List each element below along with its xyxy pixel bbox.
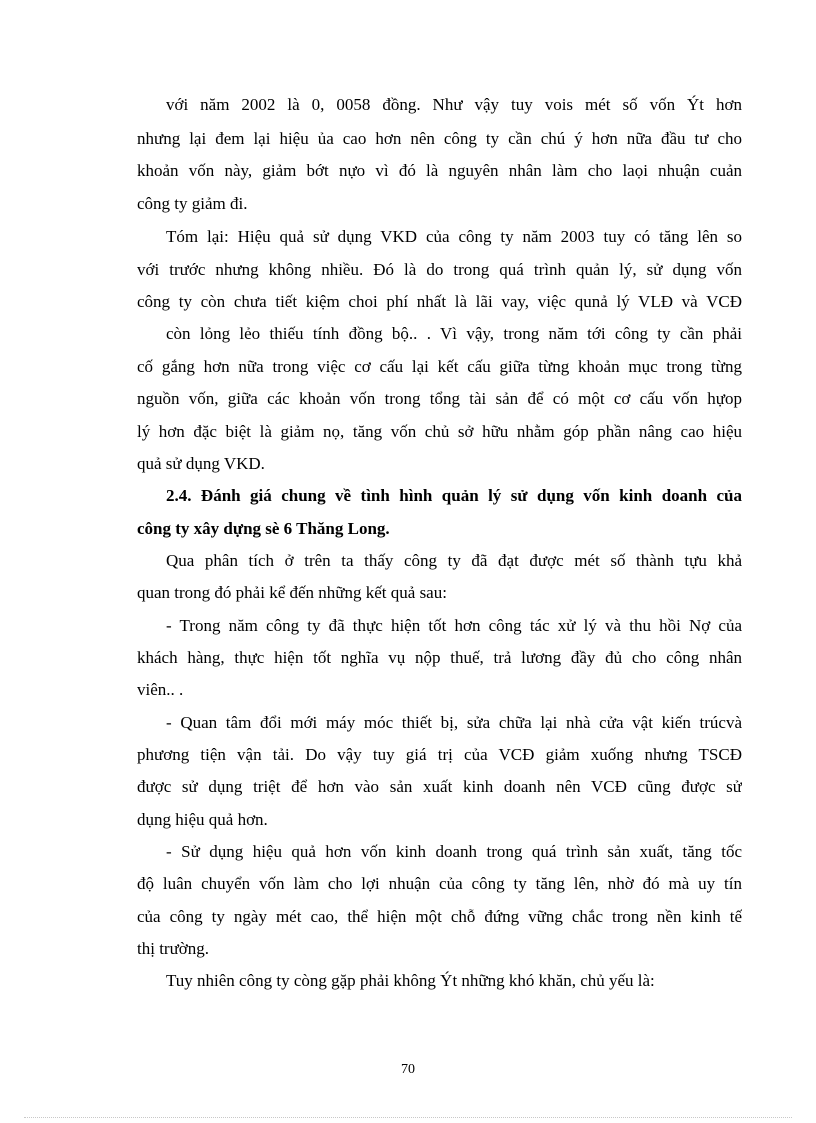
text-line: Tuy nhiên công ty còng gặp phải không Ýt những khó khăn, chủ yếu là: — [166, 971, 655, 990]
text-line: được sử dụng triệt để hơn vào sản xuất kinh doanh nên VCĐ cũng được sử — [137, 777, 742, 796]
text-line: độ luân chuyển vốn làm cho lợi nhuận của công ty tăng lên, nhờ đó mà uy tín — [137, 874, 742, 893]
text-line: của công ty ngày mét cao, thể hiện một chỗ đứng vững chắc trong nền kinh tế — [137, 907, 742, 926]
text-line: nguồn vốn, giữa các khoản vốn trong tổng tài sản để có một cơ cấu vốn hựop — [137, 389, 742, 408]
text-line: quả sử dụng VKD. — [137, 454, 265, 473]
text-line: lý hơn đặc biệt là giảm nọ, tăng vốn chủ sở hữu nhằm góp phần nâng cao hiệu — [137, 422, 742, 441]
text-line: công ty giảm đi. — [137, 194, 248, 213]
text-line: Qua phân tích ở trên ta thấy công ty đã đạt được mét số thành tựu khả — [166, 551, 742, 570]
text-line: thị trường. — [137, 939, 210, 958]
text-line: viên.. . — [137, 680, 184, 699]
section-heading: công ty xây dựng sè 6 Thăng Long. — [137, 519, 390, 538]
text-line: khách hàng, thực hiện tốt nghĩa vụ nộp thuế, trả lương đầy đủ cho công nhân — [137, 648, 742, 667]
page-number: 70 — [401, 1062, 415, 1077]
text-line: với năm 2002 là 0, 0058 đồng. Như vậy tuy vois mét số vốn Ýt hơn — [166, 95, 742, 114]
text-line: nhưng lại đem lại hiệu ủa cao hơn nên công ty cần chú ý hơn nữa đầu tư cho — [137, 129, 742, 148]
bullet-line: - Trong năm công ty đã thực hiện tốt hơn công tác xử lý và thu hồi Nợ của — [166, 616, 742, 635]
page-bottom-rule — [24, 1117, 792, 1118]
text-line: phương tiện vận tải. Do vậy tuy giá trị của VCĐ giảm xuống nhưng TSCĐ — [137, 745, 742, 764]
text-line: Tóm lại: Hiệu quả sử dụng VKD của công ty năm 2003 tuy có tăng lên so — [166, 227, 742, 246]
text-line: với trước nhưng không nhiều. Đó là do trong quá trình quản lý, sử dụng vốn — [137, 260, 742, 279]
text-line: quan trong đó phải kể đến những kết quả sau: — [137, 583, 447, 602]
text-line: dụng hiệu quả hơn. — [137, 810, 268, 829]
bullet-line: - Sử dụng hiệu quả hơn vốn kinh doanh trong quá trình sản xuất, tăng tốc — [166, 842, 742, 861]
text-line: công ty còn chưa tiết kiệm choi phí nhất là lãi vay, việc qunả lý VLĐ và VCĐ — [137, 292, 742, 311]
section-heading: 2.4. Đánh giá chung về tình hình quản lý sử dụng vốn kinh doanh của — [166, 486, 742, 505]
bullet-line: - Quan tâm đổi mới máy móc thiết bị, sửa chữa lại nhà cửa vật kiến trúcvà — [166, 713, 742, 732]
text-line: còn lỏng lẻo thiếu tính đồng bộ.. . Vì vậy, trong năm tới công ty cần phải — [166, 324, 742, 343]
text-line: khoản vốn này, giảm bớt nựo vì đó là nguyên nhân làm cho laọi nhuận cuản — [137, 161, 742, 180]
text-line: cố gắng hơn nữa trong việc cơ cấu lại kết cấu giữa từng khoản mục trong từng — [137, 357, 742, 376]
